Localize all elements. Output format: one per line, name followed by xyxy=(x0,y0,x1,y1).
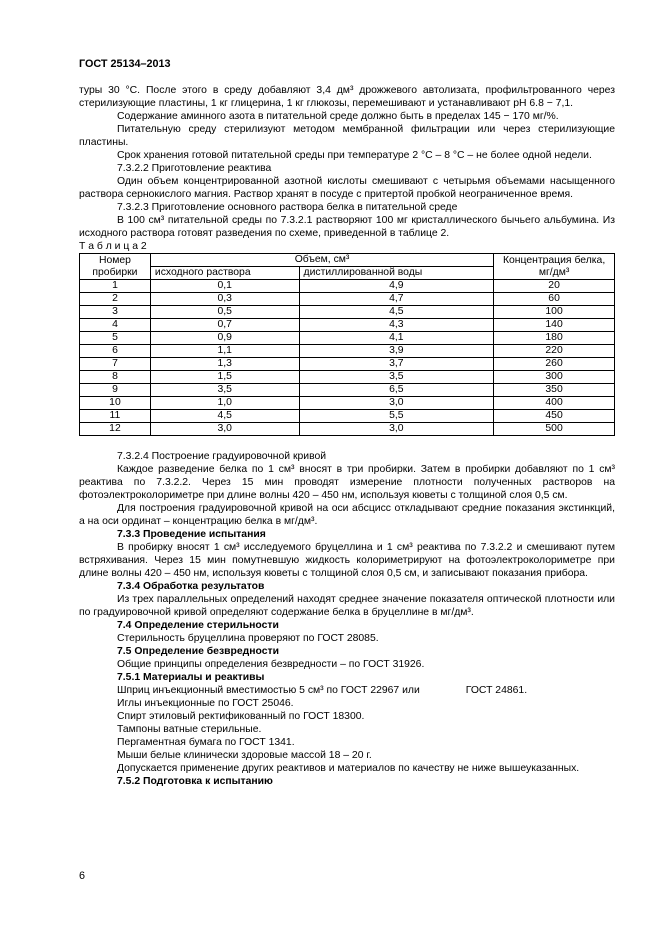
cell-water: 4,1 xyxy=(299,332,494,345)
paragraph: Один объем концентрированной азотной кислоты смешивают с четырьмя объемами насыщенного раствора сернокислого магния. Раствор хранят в посуде с притертой пробкой неограниченное время. xyxy=(79,176,615,200)
header-concentration: Концентрация белка, мг/дм³ xyxy=(494,254,615,280)
table-row xyxy=(80,319,615,332)
cell-tube: 5 xyxy=(80,332,151,345)
cell-concentration: 220 xyxy=(494,345,615,358)
subsection-title: 7.3.2.3 Приготовление основного раствора белка в питательной среде xyxy=(117,202,458,213)
paragraph: туры 30 °С. После этого в среду добавляют 3,4 дм³ дрожжевого автолизата, профильтрованного через стерилизующие пластины, 1 кг глицерина, 1 кг глюкозы, перемешивают и устанавливают pH 6.8 − 7,1. xyxy=(79,85,615,109)
cell-concentration: 500 xyxy=(494,423,615,436)
section-title: 7.3.3 Проведение испытания xyxy=(117,529,266,540)
cell-source: 1,3 xyxy=(150,358,299,371)
cell-source: 0,1 xyxy=(150,280,299,293)
cell-water: 5,5 xyxy=(299,410,494,423)
material-item: Пергаментная бумага по ГОСТ 1341. xyxy=(117,737,295,748)
cell-source: 3,5 xyxy=(150,384,299,397)
cell-tube: 1 xyxy=(80,280,151,293)
cell-water: 6,5 xyxy=(299,384,494,397)
subsection-title: 7.3.2.2 Приготовление реактива xyxy=(117,163,272,174)
paragraph: Стерильность бруцеллина проверяют по ГОСТ 28085. xyxy=(117,633,379,644)
cell-source: 1,0 xyxy=(150,397,299,410)
paragraph: Для построения градуировочной кривой на оси абсцисс откладывают средние показания экстинкций, а на оси ординат – концентрацию белка в мг/дм³. xyxy=(79,503,615,527)
cell-concentration: 60 xyxy=(494,293,615,306)
table-row xyxy=(80,397,615,410)
table-row xyxy=(80,293,615,306)
cell-tube: 3 xyxy=(80,306,151,319)
cell-source: 0,5 xyxy=(150,306,299,319)
document-page xyxy=(79,58,615,788)
paragraph: В 100 см³ питательной среды по 7.3.2.1 растворяют 100 мг кристаллического бычьего альбумина. Из исходного раствора готовят разведения по схеме, приведенной в таблице 2. xyxy=(79,215,615,239)
table-row xyxy=(80,423,615,436)
table-body xyxy=(80,280,615,436)
cell-concentration: 100 xyxy=(494,306,615,319)
section-title: 7.3.4 Обработка результатов xyxy=(117,581,265,592)
section-title: 7.5 Определение безвредности xyxy=(117,646,279,657)
cell-concentration: 180 xyxy=(494,332,615,345)
paragraph: Питательную среду стерилизуют методом мембранной фильтрации или через стерилизующие пластины. xyxy=(79,124,615,148)
cell-source: 1,5 xyxy=(150,371,299,384)
table-row xyxy=(80,306,615,319)
table-row xyxy=(80,332,615,345)
material-item: Спирт этиловый ректификованный по ГОСТ 18300. xyxy=(117,711,365,722)
dilution-table xyxy=(79,253,615,436)
section-title: 7.5.1 Материалы и реактивы xyxy=(117,672,265,683)
paragraph: Из трех параллельных определений находят среднее значение показателя оптической плотности или по градуировочной кривой определяют содержание белка в бруцеллине в мг/дм³. xyxy=(79,594,615,618)
cell-source: 3,0 xyxy=(150,423,299,436)
paragraph: В пробирку вносят 1 см³ исследуемого бруцеллина и 1 см³ реактива по 7.3.2.2 и смешивают путем встряхивания. Через 15 мин помутневшую жидкость колориметрируют на фотоэлектроколориметре при длине волны 420 – 450 нм, используя кюветы с толщиной слоя 0,5 см, и записывают показания прибора. xyxy=(79,542,615,579)
header-distilled-water: дистиллированной воды xyxy=(299,267,494,280)
cell-water: 4,3 xyxy=(299,319,494,332)
cell-source: 0,3 xyxy=(150,293,299,306)
cell-concentration: 140 xyxy=(494,319,615,332)
cell-water: 4,9 xyxy=(299,280,494,293)
cell-source: 0,7 xyxy=(150,319,299,332)
header-source-solution: исходного раствора xyxy=(150,267,299,280)
table-row xyxy=(80,410,615,423)
paragraph: Общие принципы определения безвредности – по ГОСТ 31926. xyxy=(117,659,425,670)
cell-water: 3,0 xyxy=(299,397,494,410)
paragraph: Содержание аминного азота в питательной среде должно быть в пределах 145 − 170 мг/%. xyxy=(117,111,559,122)
table-caption: Т а б л и ц а 2 xyxy=(79,241,147,252)
table-row xyxy=(80,345,615,358)
subsection-title: 7.3.2.4 Построение градуировочной кривой xyxy=(117,451,327,462)
cell-water: 3,7 xyxy=(299,358,494,371)
paragraph: Каждое разведение белка по 1 см³ вносят в три пробирки. Затем в пробирки добавляют по 1 см³ реактива по 7.3.2.2. Через 15 мин проводят измерение плотности полученных растворов на фотоэлектроколориметре при длине волны 420 – 450 нм, используя кюветы с толщиной слоя 0,5 см. xyxy=(79,464,615,501)
cell-source: 1,1 xyxy=(150,345,299,358)
cell-concentration: 260 xyxy=(494,358,615,371)
cell-tube: 10 xyxy=(80,397,151,410)
cell-source: 4,5 xyxy=(150,410,299,423)
header-tube-number: Номер пробирки xyxy=(80,254,151,280)
cell-tube: 11 xyxy=(80,410,151,423)
material-item: Шприц инъекционный вместимостью 5 см³ по ГОСТ 22967 или ГОСТ 24861. xyxy=(117,685,528,696)
cell-source: 0,9 xyxy=(150,332,299,345)
cell-tube: 7 xyxy=(80,358,151,371)
material-item: Мыши белые клинически здоровые массой 18 – 20 г. xyxy=(117,750,372,761)
cell-concentration: 300 xyxy=(494,371,615,384)
page-number: 6 xyxy=(79,870,86,882)
material-item: Допускается применение других реактивов и материалов по качеству не ниже вышеуказанных. xyxy=(117,763,580,774)
cell-concentration: 400 xyxy=(494,397,615,410)
standard-header: ГОСТ 25134–2013 xyxy=(79,58,171,70)
table-row xyxy=(80,280,615,293)
table-row xyxy=(80,384,615,397)
cell-water: 3,5 xyxy=(299,371,494,384)
cell-tube: 4 xyxy=(80,319,151,332)
cell-concentration: 450 xyxy=(494,410,615,423)
cell-water: 4,7 xyxy=(299,293,494,306)
cell-tube: 12 xyxy=(80,423,151,436)
material-item: Тампоны ватные стерильные. xyxy=(117,724,262,735)
cell-water: 3,0 xyxy=(299,423,494,436)
cell-tube: 9 xyxy=(80,384,151,397)
cell-tube: 2 xyxy=(80,293,151,306)
paragraph: Срок хранения готовой питательной среды при температуре 2 °С – 8 °С – не более одной недели. xyxy=(117,150,592,161)
cell-tube: 6 xyxy=(80,345,151,358)
section-title: 7.4 Определение стерильности xyxy=(117,620,279,631)
section-title: 7.5.2 Подготовка к испытанию xyxy=(117,776,273,787)
cell-concentration: 350 xyxy=(494,384,615,397)
table-row xyxy=(80,358,615,371)
cell-water: 3,9 xyxy=(299,345,494,358)
cell-tube: 8 xyxy=(80,371,151,384)
material-item: Иглы инъекционные по ГОСТ 25046. xyxy=(117,698,294,709)
cell-concentration: 20 xyxy=(494,280,615,293)
cell-water: 4,5 xyxy=(299,306,494,319)
table-row xyxy=(80,371,615,384)
header-volume: Объем, см³ xyxy=(150,254,493,267)
